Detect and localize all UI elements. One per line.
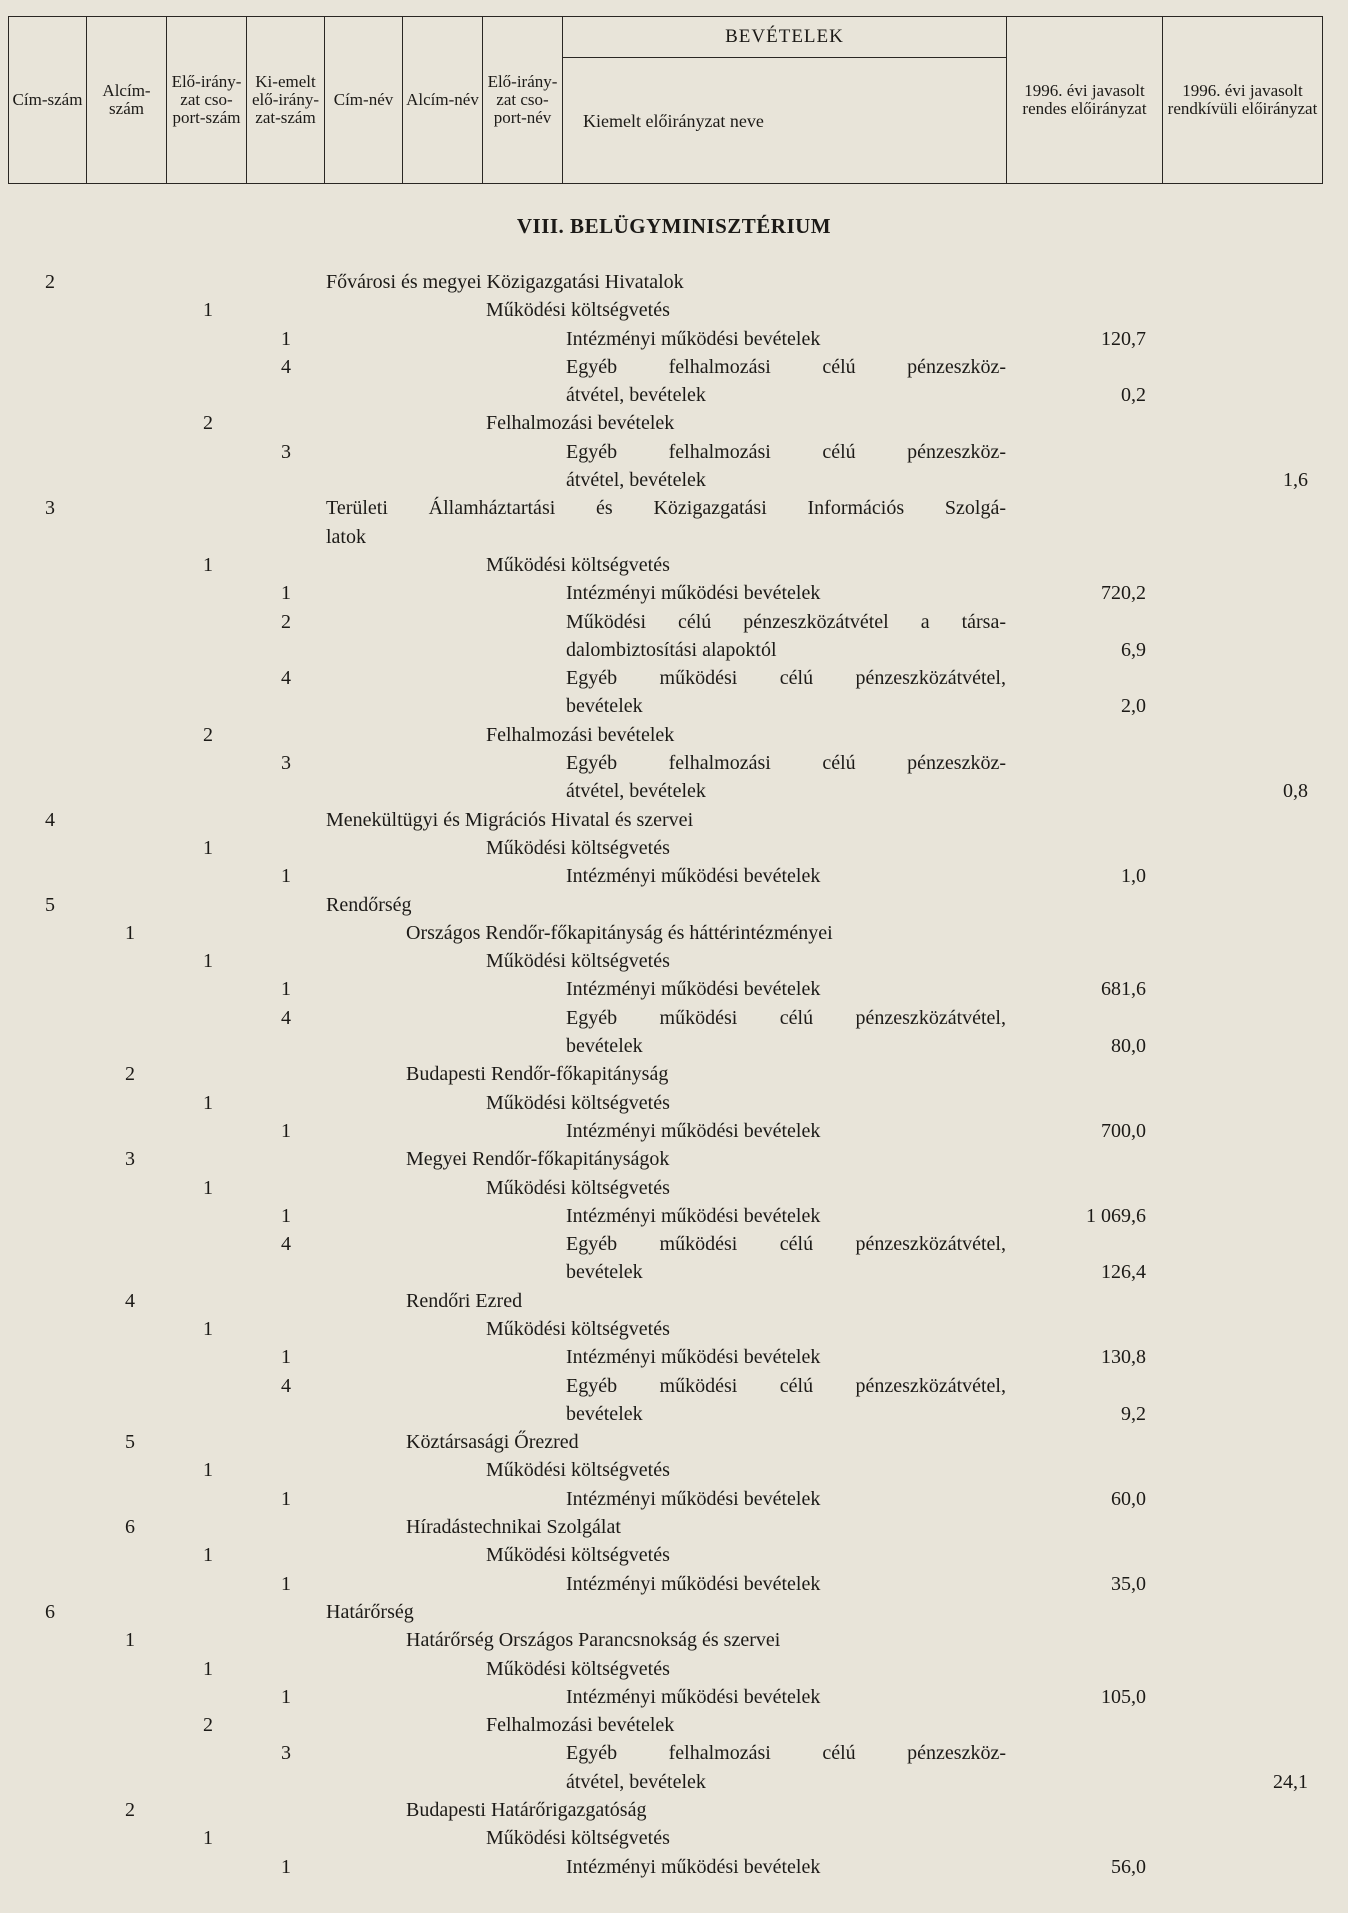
rendes-value: 681,6 bbox=[1101, 978, 1146, 1001]
item-name: Intézményi működési bevételek bbox=[566, 1572, 821, 1595]
item-name: Egyéb működési célú pénzeszközátvétel, bbox=[566, 1233, 1006, 1256]
item-name: Intézményi működési bevételek bbox=[566, 865, 821, 888]
header-alcim-szam: Alcím-szám bbox=[87, 17, 167, 184]
item-name: Egyéb működési célú pénzeszközátvétel, bbox=[566, 667, 1006, 690]
column-header-table bbox=[8, 16, 1323, 184]
item-name: Működési költségvetés bbox=[486, 1317, 670, 1340]
rendes-value: 700,0 bbox=[1101, 1119, 1146, 1142]
rendes-value: 105,0 bbox=[1101, 1685, 1146, 1708]
table-row bbox=[0, 1513, 1348, 1541]
eloiranyzat-csoport-number: 1 bbox=[203, 836, 213, 859]
cim-number: 2 bbox=[45, 271, 55, 293]
item-name: Intézményi működési bevételek bbox=[566, 1204, 821, 1227]
item-name: Működési költségvetés bbox=[486, 299, 670, 322]
table-row bbox=[0, 579, 1348, 607]
table-row bbox=[0, 296, 1348, 324]
rendes-value: 9,2 bbox=[1121, 1402, 1146, 1425]
item-name: Működési költségvetés bbox=[486, 1091, 670, 1114]
table-row bbox=[0, 1258, 1348, 1286]
table-row bbox=[0, 1202, 1348, 1230]
table-row bbox=[0, 494, 1348, 522]
item-name: Országos Rendőr-főkapitányság és háttérintézményei bbox=[406, 921, 833, 944]
eloiranyzat-csoport-number: 1 bbox=[203, 1657, 213, 1680]
table-row bbox=[0, 608, 1348, 636]
kiemelt-eloiranyzat-number: 3 bbox=[281, 752, 291, 775]
table-row bbox=[0, 1853, 1348, 1881]
item-name: bevételek bbox=[566, 695, 643, 718]
item-name: dalombiztosítási alapoktól bbox=[566, 638, 777, 661]
header-rendes-eloiranyzat: 1996. évi javasolt rendes előirányzat bbox=[1007, 17, 1163, 184]
cim-number: 6 bbox=[45, 1600, 55, 1623]
table-row bbox=[0, 721, 1348, 749]
item-name: Intézményi működési bevételek bbox=[566, 1685, 821, 1708]
item-name: Határőrség bbox=[326, 1600, 414, 1623]
item-name: bevételek bbox=[566, 1261, 643, 1284]
table-row bbox=[0, 1145, 1348, 1173]
alcim-number: 2 bbox=[125, 1063, 135, 1086]
alcim-number: 5 bbox=[125, 1431, 135, 1454]
table-row bbox=[0, 325, 1348, 353]
eloiranyzat-csoport-number: 1 bbox=[203, 1317, 213, 1340]
item-name: Működési költségvetés bbox=[486, 1657, 670, 1680]
item-name: Intézményi működési bevételek bbox=[566, 978, 821, 1001]
table-row bbox=[0, 692, 1348, 720]
cim-number: 5 bbox=[45, 893, 55, 916]
alcim-number: 4 bbox=[125, 1289, 135, 1312]
alcim-number: 1 bbox=[125, 1629, 135, 1652]
table-row bbox=[0, 834, 1348, 862]
header-alcim-nev: Alcím-név bbox=[403, 17, 483, 184]
cim-number: 3 bbox=[45, 497, 55, 520]
table-row bbox=[0, 1372, 1348, 1400]
eloiranyzat-csoport-number: 1 bbox=[203, 1459, 213, 1482]
kiemelt-eloiranyzat-number: 1 bbox=[281, 1204, 291, 1227]
table-row bbox=[0, 268, 1348, 296]
table-row bbox=[0, 1315, 1348, 1343]
table-row bbox=[0, 1174, 1348, 1202]
table-row bbox=[0, 1287, 1348, 1315]
item-name: Működési költségvetés bbox=[486, 1544, 670, 1567]
kiemelt-eloiranyzat-number: 1 bbox=[281, 1685, 291, 1708]
alcim-number: 6 bbox=[125, 1516, 135, 1539]
eloiranyzat-csoport-number: 1 bbox=[203, 1544, 213, 1567]
item-name: Egyéb felhalmozási célú pénzeszköz- bbox=[566, 355, 1006, 378]
rendkivuli-value: 1,6 bbox=[1283, 469, 1308, 492]
table-row bbox=[0, 1683, 1348, 1711]
item-name: Rendőri Ezred bbox=[406, 1289, 523, 1312]
rendes-value: 35,0 bbox=[1111, 1572, 1146, 1595]
rendes-value: 720,2 bbox=[1101, 582, 1146, 605]
item-name: Intézményi működési bevételek bbox=[566, 1346, 821, 1369]
table-row bbox=[0, 1570, 1348, 1598]
table-row bbox=[0, 862, 1348, 890]
header-bevetelek: BEVÉTELEK bbox=[563, 17, 1007, 58]
kiemelt-eloiranyzat-number: 1 bbox=[281, 1572, 291, 1595]
rendes-value: 1 069,6 bbox=[1086, 1204, 1146, 1227]
item-name: Működési költségvetés bbox=[486, 950, 670, 973]
item-name: Megyei Rendőr-főkapitányságok bbox=[406, 1148, 670, 1171]
rendes-value: 6,9 bbox=[1121, 638, 1146, 661]
kiemelt-eloiranyzat-number: 1 bbox=[281, 1855, 291, 1878]
item-name: átvétel, bevételek bbox=[566, 469, 706, 492]
item-name: Egyéb működési célú pénzeszközátvétel, bbox=[566, 1006, 1006, 1029]
table-row bbox=[0, 409, 1348, 437]
header-rendkivuli-eloiranyzat: 1996. évi javasolt rendkívüli előirányzat bbox=[1163, 17, 1323, 184]
table-row bbox=[0, 1428, 1348, 1456]
table-row bbox=[0, 353, 1348, 381]
table-row bbox=[0, 1060, 1348, 1088]
eloiranyzat-csoport-number: 1 bbox=[203, 1091, 213, 1114]
item-name: Működési költségvetés bbox=[486, 1827, 670, 1850]
kiemelt-eloiranyzat-number: 3 bbox=[281, 440, 291, 463]
table-row bbox=[0, 891, 1348, 919]
table-row bbox=[0, 1117, 1348, 1145]
eloiranyzat-csoport-number: 2 bbox=[203, 412, 213, 435]
item-name: Budapesti Határőrigazgatóság bbox=[406, 1799, 647, 1822]
item-name: átvétel, bevételek bbox=[566, 1770, 706, 1793]
item-name: Működési költségvetés bbox=[486, 836, 670, 859]
cim-number: 4 bbox=[45, 808, 55, 831]
item-name: Intézményi működési bevételek bbox=[566, 327, 821, 350]
table-row bbox=[0, 1768, 1348, 1796]
item-name: Köztársasági Őrezred bbox=[406, 1431, 579, 1454]
table-row bbox=[0, 381, 1348, 409]
header-kiemelt-eloiranyzat-neve: Kiemelt előirányzat neve bbox=[563, 58, 1007, 184]
table-row bbox=[0, 777, 1348, 805]
eloiranyzat-csoport-number: 1 bbox=[203, 299, 213, 322]
rendes-value: 130,8 bbox=[1101, 1346, 1146, 1369]
table-row bbox=[0, 1400, 1348, 1428]
kiemelt-eloiranyzat-number: 4 bbox=[281, 1374, 291, 1397]
ministry-heading: VIII. BELÜGYMINISZTÉRIUM bbox=[516, 214, 832, 238]
header-eloiranyzat-csoport-szam: Elő-irány-zat cso-port-szám bbox=[167, 17, 247, 184]
kiemelt-eloiranyzat-number: 1 bbox=[281, 1487, 291, 1510]
table-row bbox=[0, 975, 1348, 1003]
rendes-value: 60,0 bbox=[1111, 1487, 1146, 1510]
kiemelt-eloiranyzat-number: 1 bbox=[281, 327, 291, 350]
eloiranyzat-csoport-number: 1 bbox=[203, 1176, 213, 1199]
item-name: Intézményi működési bevételek bbox=[566, 1487, 821, 1510]
table-row bbox=[0, 664, 1348, 692]
item-name: Egyéb felhalmozási célú pénzeszköz- bbox=[566, 1742, 1006, 1765]
kiemelt-eloiranyzat-number: 4 bbox=[281, 667, 291, 690]
item-name: Működési költségvetés bbox=[486, 1176, 670, 1199]
table-row bbox=[0, 1711, 1348, 1739]
table-row bbox=[0, 1739, 1348, 1767]
item-name: Intézményi működési bevételek bbox=[566, 582, 821, 605]
rendes-value: 0,2 bbox=[1121, 384, 1146, 407]
table-row bbox=[0, 806, 1348, 834]
eloiranyzat-csoport-number: 1 bbox=[203, 1827, 213, 1850]
rendes-value: 2,0 bbox=[1121, 695, 1146, 718]
rendkivuli-value: 24,1 bbox=[1273, 1770, 1308, 1793]
item-name: Rendőrség bbox=[326, 893, 412, 916]
table-row bbox=[0, 1655, 1348, 1683]
kiemelt-eloiranyzat-number: 1 bbox=[281, 1119, 291, 1142]
kiemelt-eloiranyzat-number: 1 bbox=[281, 1346, 291, 1369]
rendes-value: 126,4 bbox=[1101, 1261, 1146, 1284]
header-eloiranyzat-csoport-nev: Elő-irány-zat cso-port-név bbox=[483, 17, 563, 184]
table-row bbox=[0, 1343, 1348, 1371]
item-name: Területi Államháztartási és Közigazgatási Információs Szolgá- bbox=[326, 497, 1006, 520]
item-name: átvétel, bevételek bbox=[566, 384, 706, 407]
kiemelt-eloiranyzat-number: 1 bbox=[281, 978, 291, 1001]
budget-rows bbox=[0, 268, 1348, 1881]
alcim-number: 1 bbox=[125, 921, 135, 944]
item-name: Intézményi működési bevételek bbox=[566, 1855, 821, 1878]
table-row bbox=[0, 1824, 1348, 1852]
kiemelt-eloiranyzat-number: 4 bbox=[281, 355, 291, 378]
item-name: Intézményi működési bevételek bbox=[566, 1119, 821, 1142]
rendes-value: 56,0 bbox=[1111, 1855, 1146, 1878]
header-kiemelt-eloiranyzat-szam: Ki-emelt elő-irány-zat-szám bbox=[247, 17, 325, 184]
table-row bbox=[0, 438, 1348, 466]
kiemelt-eloiranyzat-number: 3 bbox=[281, 1742, 291, 1765]
item-name: Határőrség Országos Parancsnokság és szervei bbox=[406, 1629, 781, 1652]
rendes-value: 120,7 bbox=[1101, 327, 1146, 350]
table-row bbox=[0, 1626, 1348, 1654]
item-name: átvétel, bevételek bbox=[566, 780, 706, 803]
item-name: Menekültügyi és Migrációs Hivatal és szervei bbox=[326, 808, 694, 831]
item-name: Működési költségvetés bbox=[486, 553, 670, 576]
rendes-value: 80,0 bbox=[1111, 1035, 1146, 1058]
table-row bbox=[0, 523, 1348, 551]
eloiranyzat-csoport-number: 2 bbox=[203, 1714, 213, 1737]
item-name: latok bbox=[326, 525, 366, 548]
item-name: Budapesti Rendőr-főkapitányság bbox=[406, 1063, 669, 1086]
item-name: Fővárosi és megyei Közigazgatási Hivatalok bbox=[326, 271, 684, 293]
kiemelt-eloiranyzat-number: 2 bbox=[281, 610, 291, 633]
table-row bbox=[0, 1485, 1348, 1513]
item-name: Működési költségvetés bbox=[486, 1459, 670, 1482]
item-name: Működési célú pénzeszközátvétel a társa- bbox=[566, 610, 1006, 633]
table-row bbox=[0, 1456, 1348, 1484]
table-row bbox=[0, 947, 1348, 975]
table-row bbox=[0, 1089, 1348, 1117]
table-row bbox=[0, 466, 1348, 494]
rendkivuli-value: 0,8 bbox=[1283, 780, 1308, 803]
table-row bbox=[0, 1004, 1348, 1032]
eloiranyzat-csoport-number: 1 bbox=[203, 950, 213, 973]
header-cim-szam: Cím-szám bbox=[9, 17, 87, 184]
alcim-number: 3 bbox=[125, 1148, 135, 1171]
table-row bbox=[0, 1541, 1348, 1569]
item-name: Híradástechnikai Szolgálat bbox=[406, 1516, 621, 1539]
item-name: Egyéb működési célú pénzeszközátvétel, bbox=[566, 1374, 1006, 1397]
kiemelt-eloiranyzat-number: 4 bbox=[281, 1233, 291, 1256]
item-name: bevételek bbox=[566, 1035, 643, 1058]
item-name: Felhalmozási bevételek bbox=[486, 412, 675, 435]
table-row bbox=[0, 636, 1348, 664]
table-row bbox=[0, 1032, 1348, 1060]
table-row bbox=[0, 749, 1348, 777]
item-name: Egyéb felhalmozási célú pénzeszköz- bbox=[566, 752, 1006, 775]
alcim-number: 2 bbox=[125, 1799, 135, 1822]
header-cim-nev: Cím-név bbox=[325, 17, 403, 184]
item-name: Felhalmozási bevételek bbox=[486, 723, 675, 746]
kiemelt-eloiranyzat-number: 1 bbox=[281, 582, 291, 605]
eloiranyzat-csoport-number: 2 bbox=[203, 723, 213, 746]
item-name: bevételek bbox=[566, 1402, 643, 1425]
item-name: Felhalmozási bevételek bbox=[486, 1714, 675, 1737]
eloiranyzat-csoport-number: 1 bbox=[203, 553, 213, 576]
table-row bbox=[0, 919, 1348, 947]
table-row bbox=[0, 1796, 1348, 1824]
table-row bbox=[0, 1230, 1348, 1258]
table-row bbox=[0, 551, 1348, 579]
kiemelt-eloiranyzat-number: 4 bbox=[281, 1006, 291, 1029]
item-name: Egyéb felhalmozási célú pénzeszköz- bbox=[566, 440, 1006, 463]
kiemelt-eloiranyzat-number: 1 bbox=[281, 865, 291, 888]
rendes-value: 1,0 bbox=[1121, 865, 1146, 888]
table-row bbox=[0, 1598, 1348, 1626]
